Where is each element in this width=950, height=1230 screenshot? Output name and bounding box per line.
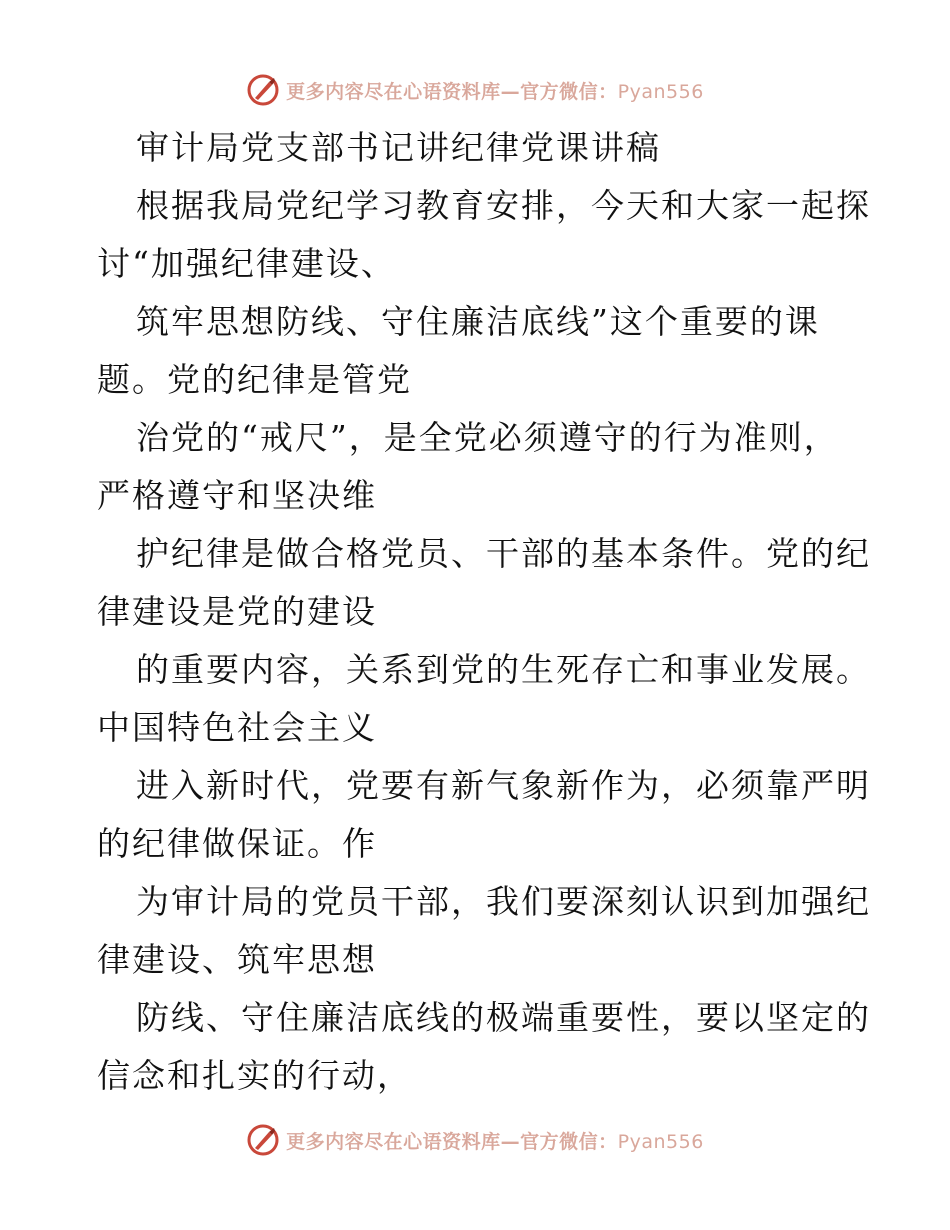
paragraph-line: 严格遵守和坚决维: [97, 476, 377, 515]
paragraph-line: 的重要内容，关系到党的生死存亡和事业发展。: [136, 650, 871, 689]
paragraph-line: 信念和扎实的行动，: [97, 1056, 412, 1095]
paragraph-line: 为审计局的党员干部，我们要深刻认识到加强纪: [136, 882, 871, 921]
footer-watermark: [0, 1120, 950, 1160]
header-watermark: [0, 70, 950, 110]
paragraph-line: 中国特色社会主义: [97, 708, 377, 747]
document-title: 审计局党支部书记讲纪律党课讲稿: [136, 128, 661, 167]
paragraph-line: 治党的“戒尺”，是全党必须遵守的行为准则，: [136, 418, 839, 457]
watermark-text: 更多内容尽在心语资料库—官方微信：Pyan556: [286, 1130, 704, 1153]
quill-logo-icon: [246, 1123, 280, 1157]
paragraph-line: 律建设、筑牢思想: [97, 940, 377, 979]
paragraph-line: 讨“加强纪律建设、: [97, 244, 396, 283]
paragraph-line: 进入新时代，党要有新气象新作为，必须靠严明: [136, 766, 871, 805]
paragraph-line: 护纪律是做合格党员、干部的基本条件。党的纪: [136, 534, 871, 573]
paragraph-line: 防线、守住廉洁底线的极端重要性，要以坚定的: [136, 998, 871, 1037]
paragraph-line: 律建设是党的建设: [97, 592, 377, 631]
watermark-text: 更多内容尽在心语资料库—官方微信：Pyan556: [286, 80, 704, 103]
paragraph-line: 根据我局党纪学习教育安排，今天和大家一起探: [136, 186, 871, 225]
quill-logo-icon: [246, 73, 280, 107]
paragraph-line: 的纪律做保证。作: [97, 824, 377, 863]
paragraph-line: 题。党的纪律是管党: [97, 360, 412, 399]
paragraph-line: 筑牢思想防线、守住廉洁底线”这个重要的课: [136, 302, 820, 341]
